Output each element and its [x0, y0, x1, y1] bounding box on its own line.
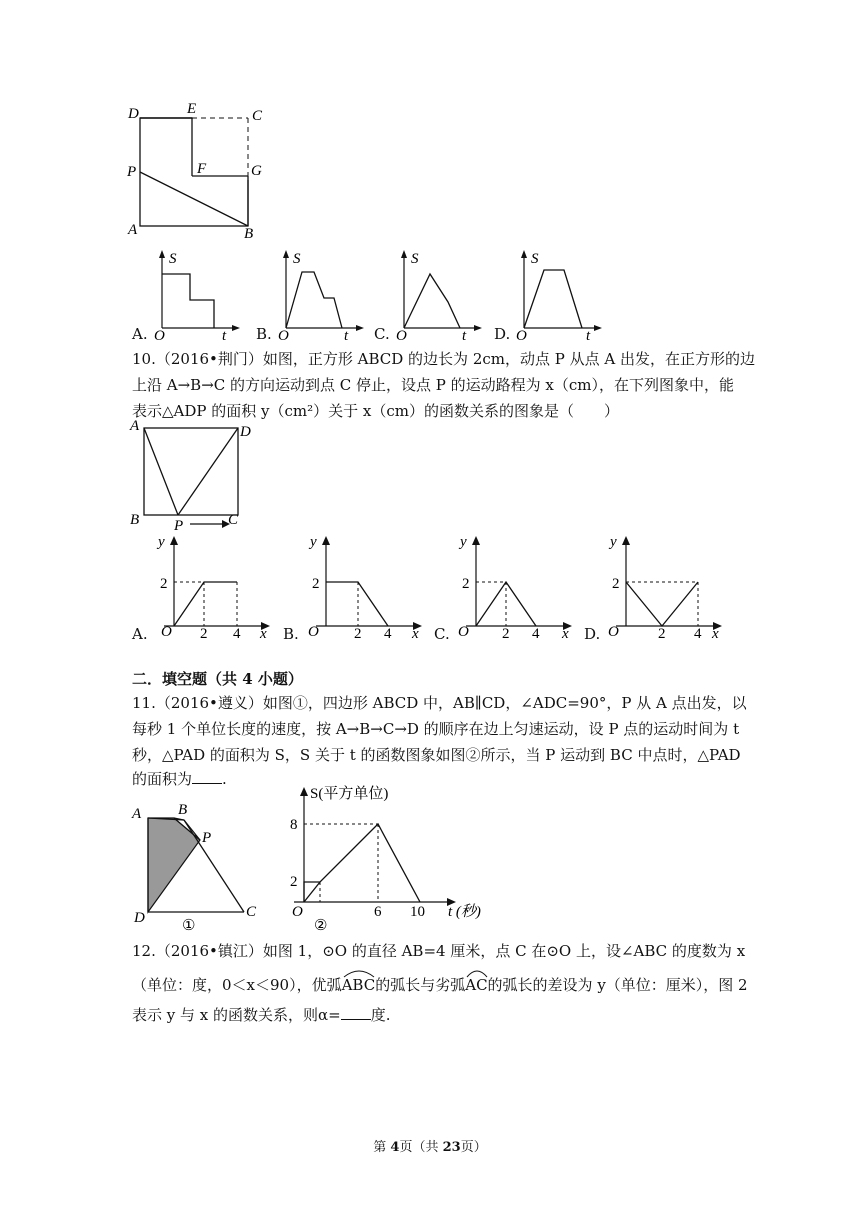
- axis-x: x: [712, 626, 719, 642]
- axis-y: y: [158, 534, 165, 550]
- axis-o: O: [161, 624, 172, 640]
- q10-option-c: C.: [434, 625, 450, 643]
- axis-o: O: [608, 624, 619, 640]
- tick-x-2: 2: [658, 626, 666, 642]
- q12-line-2b: 的弧长与劣弧: [375, 976, 466, 994]
- tick-x-2: 2: [200, 626, 208, 642]
- axis-x: x: [412, 626, 419, 642]
- label-c: C: [228, 512, 239, 528]
- axis-x: x: [562, 626, 569, 642]
- arc-icon: [342, 968, 376, 978]
- q11-figure-2: [282, 782, 512, 932]
- axis-s: S: [169, 251, 177, 267]
- q9-main-figure: [120, 100, 280, 245]
- arc-ac: [465, 972, 487, 998]
- q11-line-4-text: 的面积为: [132, 770, 193, 788]
- q11-figure-1: [126, 800, 266, 932]
- axis-t: t: [586, 328, 591, 340]
- tick-10: 10: [410, 904, 425, 920]
- tick-6: 6: [374, 904, 382, 920]
- q12-line-3: [132, 1002, 391, 1028]
- q10-square-figure: [124, 418, 254, 534]
- q10-graph-a: [148, 532, 280, 642]
- label-b: B: [244, 226, 254, 242]
- label-b: B: [178, 802, 188, 818]
- axis-o: O: [154, 328, 165, 340]
- q9-option-c: C.: [374, 325, 390, 343]
- axis-s: S: [531, 251, 539, 267]
- arc-abc-label: ABC: [341, 976, 376, 994]
- q9-graph-b: [274, 248, 366, 340]
- tick-x-4: 4: [233, 626, 241, 642]
- y-axis-label: S(平方单位): [310, 786, 389, 802]
- label-b: B: [130, 512, 140, 528]
- q12-line-2: [132, 972, 748, 998]
- tick-2: 2: [160, 576, 168, 592]
- q10-graph-d: [600, 532, 732, 642]
- q11-line-3: 秒，△PAD 的面积为 S，S 关于 t 的函数图象如图②所示，当 P 运动到 BC 中点时，△PAD: [132, 746, 741, 764]
- tick-x-4: 4: [532, 626, 540, 642]
- q11-line-1: 11.（2016•遵义）如图①，四边形 ABCD 中，AB∥CD，∠ADC=90°，P 从 A 点出发，以: [132, 694, 747, 712]
- tick-2: 2: [612, 576, 620, 592]
- label-p: P: [202, 830, 212, 846]
- tick-2: 2: [312, 576, 320, 592]
- q12-line-1: 12.（2016•镇江）如图 1，⊙O 的直径 AB=4 厘米，点 C 在⊙O 上，设∠ABC 的度数为 x: [132, 942, 746, 960]
- q12-line-2c: 的弧长的差设为 y（单位：厘米），图 2: [487, 976, 748, 994]
- arc-icon: [465, 968, 489, 978]
- axis-x: x: [260, 626, 267, 642]
- q10-graph-b: [300, 532, 432, 642]
- label-p: P: [174, 518, 184, 534]
- x-axis-label: t (秒): [448, 904, 481, 920]
- figure-number-1: ①: [182, 918, 196, 932]
- axis-o: O: [396, 328, 407, 340]
- page-total: 23: [442, 1140, 461, 1155]
- label-d: D: [240, 424, 251, 440]
- axis-o: O: [278, 328, 289, 340]
- q11-end: .: [222, 770, 227, 788]
- q10-line-1: 10.（2016•荆门）如图，正方形 ABCD 的边长为 2cm，动点 P 从点 A 出发，在正方形的边: [132, 350, 755, 368]
- footer-pre: 第: [373, 1140, 391, 1155]
- answer-blank: [341, 1005, 371, 1020]
- tick-x-2: 2: [354, 626, 362, 642]
- label-e: E: [187, 101, 197, 117]
- q10-line-3: 表示△ADP 的面积 y（cm²）关于 x（cm）的函数关系的图象是（ ）: [132, 402, 619, 420]
- section-title: 二．填空题（共 4 小题）: [132, 670, 303, 688]
- q9-option-d: D.: [494, 325, 511, 343]
- tick-2: 2: [462, 576, 470, 592]
- label-a: A: [130, 418, 140, 434]
- q11-line-2: 每秒 1 个单位长度的速度，按 A→B→C→D 的顺序在边上匀速运动，设 P 点的运动时间为 t: [132, 720, 740, 738]
- q9-option-a: A.: [132, 325, 148, 343]
- q10-option-a: A.: [132, 625, 148, 643]
- axis-t: t: [222, 328, 227, 340]
- label-a: A: [128, 222, 138, 238]
- footer-post: 页）: [460, 1140, 487, 1155]
- label-d: D: [128, 106, 139, 122]
- label-p: P: [127, 164, 137, 180]
- label-g: G: [251, 163, 262, 179]
- label-f: F: [197, 161, 207, 177]
- q9-graph-c: [392, 248, 484, 340]
- q9-graph-d: [512, 248, 604, 340]
- q9-graph-a: [150, 248, 242, 340]
- tick-8: 8: [290, 817, 298, 833]
- figure-number-2: ②: [314, 918, 328, 932]
- q10-line-2: 上沿 A→B→C 的方向运动到点 C 停止，设点 P 的运动路程为 x（cm），在下列图象中，能: [132, 376, 735, 394]
- axis-o: O: [308, 624, 319, 640]
- page-number: 4: [390, 1140, 400, 1155]
- arc-abc: [342, 972, 376, 998]
- arc-ac-label: AC: [465, 976, 488, 994]
- axis-t: t: [462, 328, 467, 340]
- axis-y: y: [610, 534, 617, 550]
- q10-option-d: D.: [584, 625, 601, 643]
- q11-line-4: [132, 766, 227, 792]
- label-a: A: [132, 806, 142, 822]
- q12-line-3a: 表示 y 与 x 的函数关系，则α=: [132, 1006, 341, 1024]
- label-c: C: [246, 904, 257, 920]
- tick-x-2: 2: [502, 626, 510, 642]
- axis-y: y: [460, 534, 467, 550]
- q9-option-b: B.: [256, 325, 272, 343]
- axis-t: t: [344, 328, 349, 340]
- axis-o: O: [516, 328, 527, 340]
- axis-s: S: [411, 251, 419, 267]
- tick-x-4: 4: [384, 626, 392, 642]
- footer-mid: 页（共: [399, 1140, 443, 1155]
- q12-line-2a: （单位：度，0＜x＜90），优弧: [132, 976, 342, 994]
- axis-o: O: [292, 904, 303, 920]
- axis-s: S: [293, 251, 301, 267]
- axis-o: O: [458, 624, 469, 640]
- tick-x-4: 4: [694, 626, 702, 642]
- q12-line-3b: 度.: [370, 1006, 391, 1024]
- answer-blank: [192, 769, 222, 784]
- page-footer: [0, 1136, 860, 1155]
- label-d: D: [134, 910, 145, 926]
- axis-y: y: [310, 534, 317, 550]
- tick-2: 2: [290, 874, 298, 890]
- q10-graph-c: [450, 532, 582, 642]
- label-c: C: [252, 108, 263, 124]
- q10-option-b: B.: [283, 625, 299, 643]
